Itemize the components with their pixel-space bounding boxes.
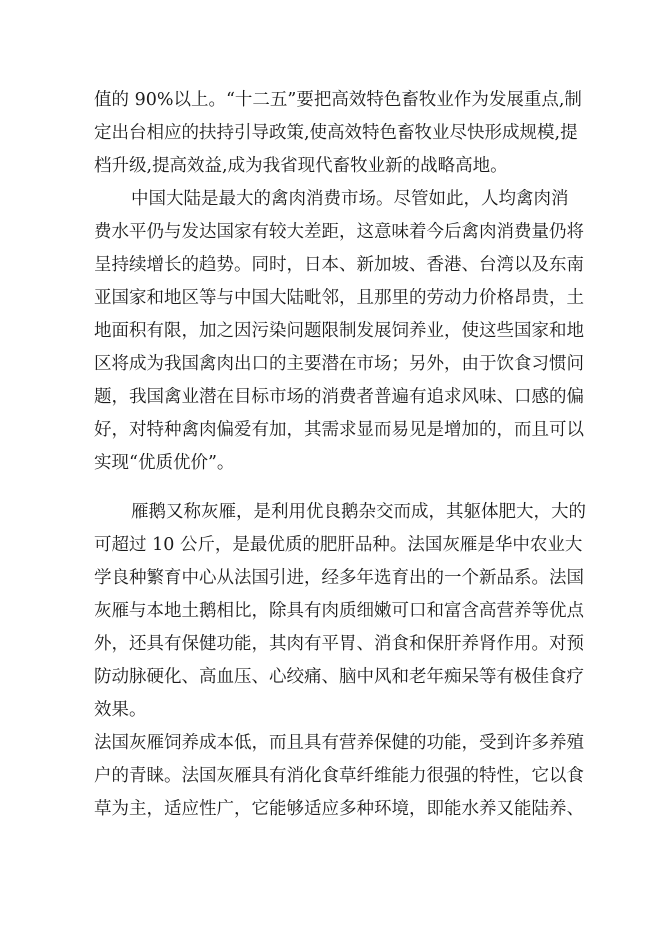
text-line: 雁鹅又称灰雁，是利用优良鹅杂交而成，其躯体肥大，大的	[131, 502, 586, 522]
text-line: 户的青睐。法国灰雁具有消化食草纤维能力很强的特性，它以食	[94, 766, 584, 786]
text-line: 定出台相应的扶持引导政策,使高效特色畜牧业尽快形成规模,提	[94, 123, 578, 143]
text-line: 效果。	[94, 700, 147, 720]
text-line: 题，我国禽业潜在目标市场的消费者普遍有追求风味、口感的偏	[94, 387, 584, 407]
text-line: 亚国家和地区等与中国大陆毗邻，且那里的劳动力价格昂贵，土	[94, 288, 584, 308]
text-line: 外，还具有保健功能，其肉有平胃、消食和保肝养肾作用。对预	[94, 634, 584, 654]
text-line: 实现“优质优价”。	[94, 453, 235, 473]
text-line: 法国灰雁饲养成本低，而且具有营养保健的功能，受到许多养殖	[94, 733, 584, 753]
text-line: 区将成为我国禽肉出口的主要潜在市场；另外，由于饮食习惯问	[94, 354, 584, 374]
text-line: 灰雁与本地土鹅相比，除具有肉质细嫩可口和富含高营养等优点	[94, 601, 584, 621]
text-line: 档升级,提高效益,成为我省现代畜牧业新的战略高地。	[94, 156, 508, 176]
text-line: 好，对特种禽肉偏爱有加，其需求显而易见是增加的，而且可以	[94, 420, 584, 440]
text-line: 费水平仍与发达国家有较大差距，这意味着今后禽肉消费量仍将	[94, 222, 584, 242]
text-line: 防动脉硬化、高血压、心绞痛、脑中风和老年痴呆等有极佳食疗	[94, 667, 584, 687]
text-line: 呈持续增长的趋势。同时，日本、新加坡、香港、台湾以及东南	[94, 255, 584, 275]
text-line: 草为主，适应性广，它能够适应多种环境，即能水养又能陆养、	[94, 799, 584, 819]
text-line: 可超过 10 公斤，是最优质的肥肝品种。法国灰雁是华中农业大	[94, 535, 583, 555]
text-line: 中国大陆是最大的禽肉消费市场。尽管如此，人均禽肉消	[131, 189, 569, 209]
text-line: 值的 90%以上。“十二五”要把高效特色畜牧业作为发展重点,制	[94, 90, 582, 110]
text-line: 地面积有限，加之因污染问题限制发展饲养业，使这些国家和地	[94, 321, 584, 341]
text-line: 学良种繁育中心从法国引进，经多年选育出的一个新品系。法国	[94, 568, 584, 588]
